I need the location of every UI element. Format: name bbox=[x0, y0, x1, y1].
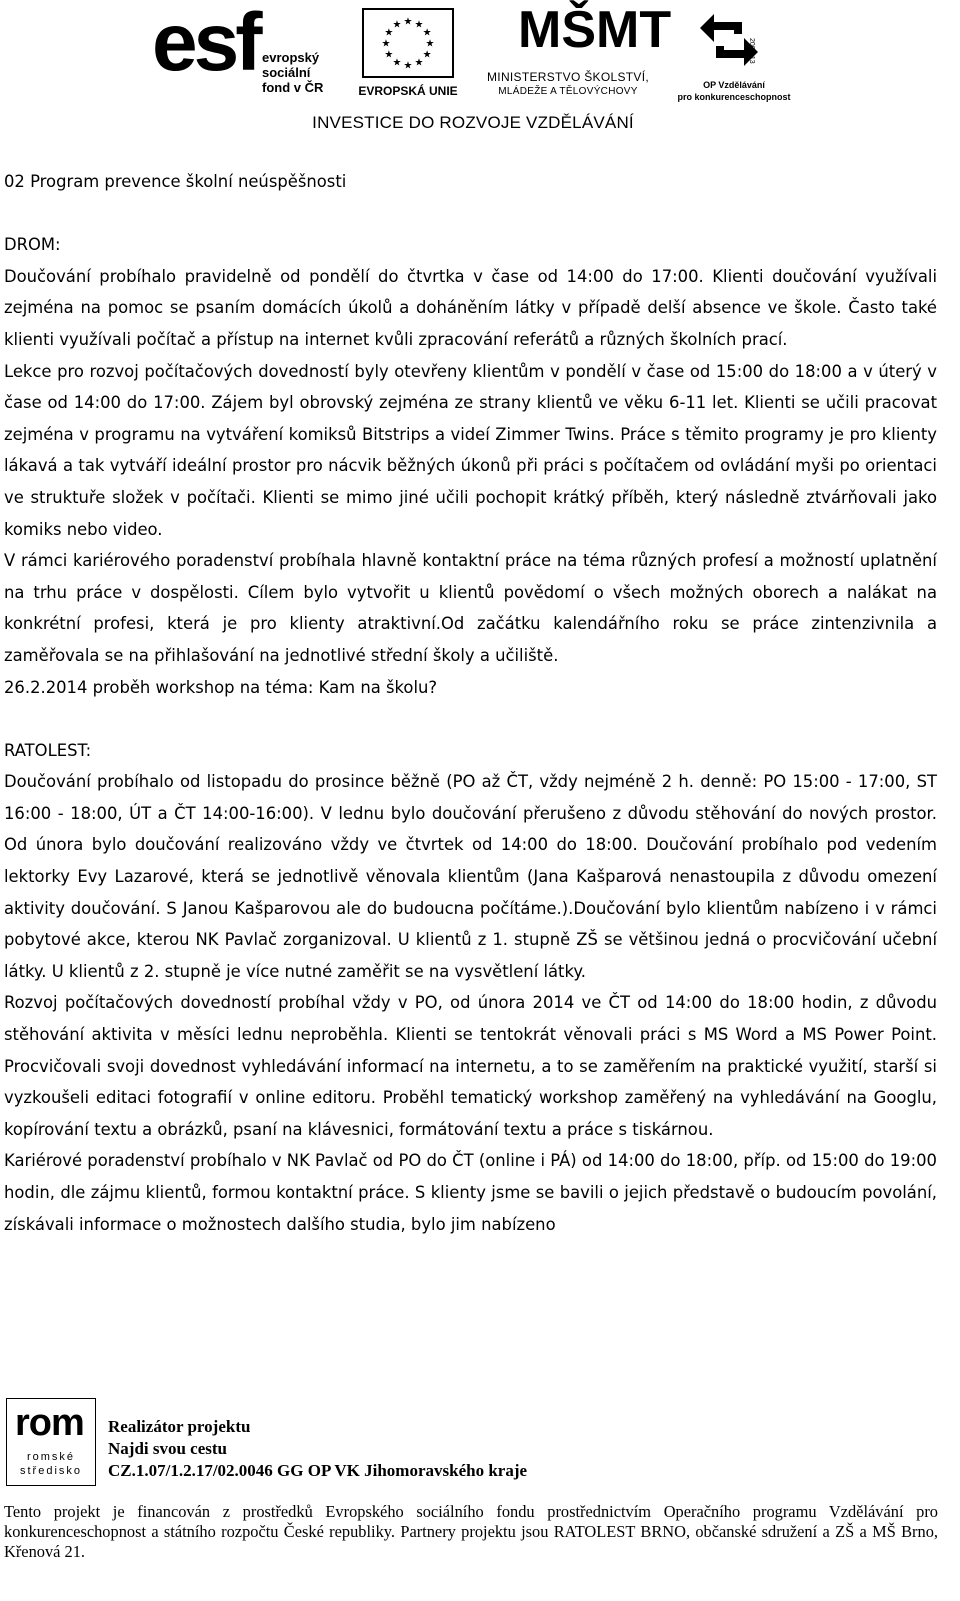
msmt-logo bbox=[470, 1, 672, 100]
eu-label: EVROPSKÁ UNIE bbox=[358, 84, 458, 98]
eu-star-icon: ★ bbox=[392, 57, 402, 69]
project-name: Najdi svou cestu bbox=[108, 1439, 228, 1458]
document-body bbox=[4, 166, 937, 1240]
esf-logo bbox=[152, 0, 347, 100]
msmt-logo-mark: MŠMT bbox=[518, 1, 672, 59]
rom-logo-label-1: romské bbox=[26, 1451, 76, 1463]
section-title-drom: DROM: bbox=[4, 235, 61, 255]
eu-star-icon: ★ bbox=[392, 19, 402, 31]
opvk-label-1: OP Vzdělávání bbox=[703, 80, 765, 90]
eu-star-icon: ★ bbox=[425, 38, 435, 50]
esf-logo-text: evropský sociální fond v ČR bbox=[262, 50, 324, 95]
esf-logo-mark: esf bbox=[152, 0, 259, 88]
msmt-label-1: MINISTERSTVO ŠKOLSTVÍ, bbox=[487, 70, 649, 84]
paragraph: 26.2.2014 proběh workshop na téma: Kam na školu? bbox=[4, 677, 438, 697]
romske-stredisko-logo bbox=[6, 1398, 96, 1486]
rom-logo-label-2: středisko bbox=[19, 1465, 83, 1477]
paragraph: Rozvoj počítačových dovedností probíhal vždy v PO, od února 2014 ve ČT od 14:00 do 18:00 hodin, z důvodu stěhování aktivita v měsíci lednu neproběhla. Klienti se tentokrát věnovali práci s MS Word a MS Power Point. Procvičovali svoji dovednost vyhledávání informací na internetu, a to se zaměřením na praktické využití, starší si vyzkoušeli editaci fotografií v online editoru. Proběhl tematický workshop zaměřený na vyhledávání na Googlu, kopírování textu a obrázků, psaní na klávesnici, formátování textu a práce s tiskárnou. bbox=[4, 993, 937, 1139]
eu-star-icon: ★ bbox=[381, 38, 391, 50]
section-title-ratolest: RATOLEST: bbox=[4, 740, 92, 760]
paragraph: V rámci kariérového poradenství probíhala hlavně kontaktní práce na téma různých profesí a možností uplatnění na trhu práce v dospělosti. Cílem bylo vytvořit u klientů povědomí o všech možných oborech a nalákat na konkrétní profesi, která je pro klienty atraktivní.Od začátku kalendářního roku se práce zintenzivnila a zaměřovala se na přihlašování na jednotlivé střední školy a učiliště. bbox=[4, 551, 937, 665]
msmt-label-2: MLÁDEŽE A TĚLOVÝCHOVY bbox=[498, 86, 638, 97]
eu-star-icon: ★ bbox=[384, 49, 394, 61]
opvk-logo bbox=[672, 8, 796, 100]
eu-star-icon: ★ bbox=[414, 57, 424, 69]
project-label: Realizátor projektu bbox=[108, 1417, 251, 1436]
eu-star-icon: ★ bbox=[414, 19, 424, 31]
paragraph: Doučování probíhalo pravidelně od pondělí do čtvrtka v čase od 14:00 do 17:00. Klienti doučování využívali zejména na pomoc se psaním domácích úkolů a doháněním látky v případě delší absence ve škole. Často také klienti využívali počítač a přístup na internet kvůli zpracování referátů a různých školních prací. bbox=[4, 266, 937, 349]
rom-logo-mark: rom bbox=[15, 1402, 84, 1444]
header-logos bbox=[0, 0, 960, 140]
paragraph: Doučování probíhalo od listopadu do prosince běžně (PO až ČT, vždy nejméně 2 h. denně: PO 15:00 - 17:00, ST 16:00 - 18:00, ÚT a ČT 14:00-16:00). V lednu bylo doučování přerušeno z důvodu stěhování do nových prostor. Od února bylo doučování realizováno vždy ve čtvrtek od 14:00 do 18:00. Doučování probíhalo pod vedením lektorky Evy Lazarové, která se jednotlivě věnovala klientům (Jana Kašparová nenastoupila z důvodu omezení aktivity doučování. S Janou Kašparovou ale do budoucna počítáme.).Doučování bylo klientům nabízeno i v rámci pobytové akce, kterou NK Pavlač zorganizoval. U klientů z 1. stupně ZŠ se většinou jedná o procvičování učební látky. U klientů z 2. stupně je více nutné zaměřit se na vysvětlení látky. bbox=[4, 772, 937, 981]
eu-logo bbox=[352, 8, 464, 100]
header-slogan: INVESTICE DO ROZVOJE VZDĚLÁVÁNÍ bbox=[312, 113, 634, 132]
document-heading: 02 Program prevence školní neúspěšnosti bbox=[4, 172, 347, 191]
paragraph: Kariérové poradenství probíhalo v NK Pavlač od PO do ČT (online i PÁ) od 14:00 do 18:00, příp. od 15:00 do 19:00 hodin, dle zájmu klientů, formou kontaktní práce. S klienty jsme se bavili o jejich představě o budoucím povolání, získávali informace o možnostech dalšího studia, bylo jim nabízeno bbox=[4, 1151, 937, 1234]
eu-star-icon: ★ bbox=[384, 27, 394, 39]
project-info bbox=[108, 1416, 527, 1482]
eu-stars-icon bbox=[362, 8, 454, 78]
opvk-label-2: pro konkurenceschopnost bbox=[677, 92, 791, 102]
project-code: CZ.1.07/1.2.17/02.0046 GG OP VK Jihomoravského kraje bbox=[108, 1461, 528, 1480]
eu-star-icon: ★ bbox=[422, 49, 432, 61]
eu-star-icon: ★ bbox=[422, 27, 432, 39]
opvk-emblem-icon bbox=[694, 8, 764, 72]
eu-star-icon: ★ bbox=[403, 60, 413, 72]
eu-star-icon: ★ bbox=[403, 16, 413, 28]
funding-note: Tento projekt je financován z prostředků Evropského sociálního fondu prostřednictvím Operačního programu Vzdělávání pro konkurenceschopnost a státního rozpočtu České republiky. Partnery projektu jsou RATOLEST BRNO, občanské sdružení a ZŠ a MŠ Brno, Křenová 21. bbox=[4, 1502, 938, 1561]
paragraph: Lekce pro rozvoj počítačových dovedností byly otevřeny klientům v pondělí v čase od 15:00 do 18:00 a v úterý v čase od 14:00 do 17:00. Zájem byl obrovský zejména ze strany klientů ve věku 6-11 let. Klienti se učili pracovat zejména v programu na vytváření komiksů Bitstrips a videí Zimmer Twins. Práce s těmito programy je pro klienty lákavá a tak vytváří ideální prostor pro nácvik běžných úkonů při práci s počítačem od ovládání myši po orientaci ve struktuře složek v počítači. Klienti se mimo jiné učili pochopit krátký příběh, který následně ztvárňovali jako komiks nebo video. bbox=[4, 361, 937, 539]
svg-text:2007-13: 2007-13 bbox=[748, 38, 755, 64]
